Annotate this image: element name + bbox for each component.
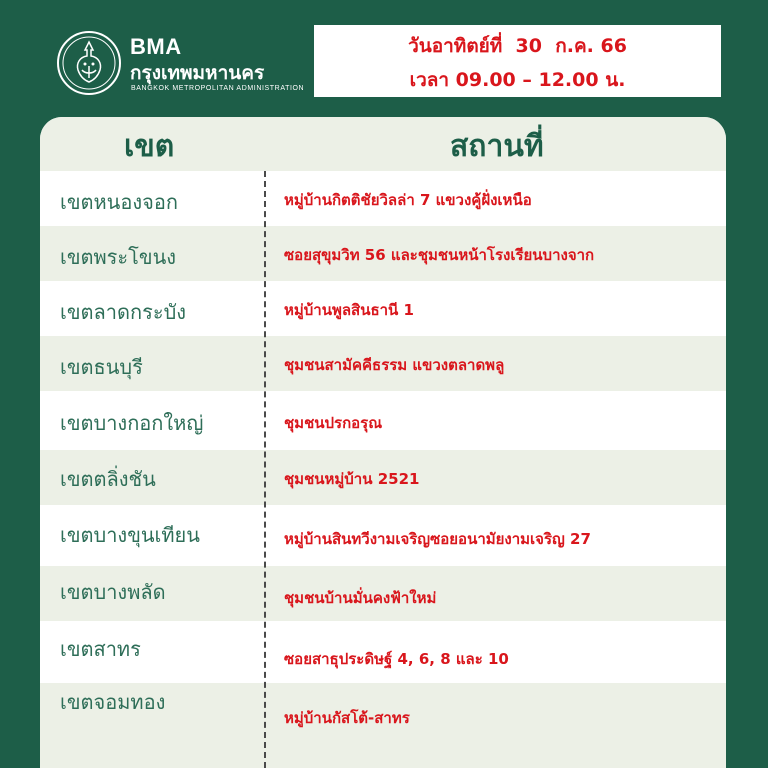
place-cell: หมู่บ้านพูลสินธานี 1: [284, 301, 414, 319]
bma-seal-icon: [56, 30, 122, 96]
place-cell: ซอยสุขุมวิท 56 และชุมชนหน้าโรงเรียนบางจาก: [284, 246, 595, 264]
table-row: [40, 566, 726, 621]
place-cell: ชุมชนสามัคคีธรรม แขวงตลาดพลู: [284, 356, 505, 374]
header: [0, 0, 768, 110]
table-row: [40, 391, 726, 450]
table-row: [40, 281, 726, 336]
district-cell: เขตบางกอกใหญ่: [60, 411, 204, 435]
place-cell: ซอยสาธุประดิษฐ์ 4, 6, 8 และ 10: [284, 650, 509, 668]
event-time: เวลา 09.00 – 12.00 น.: [409, 69, 626, 91]
place-cell: ชุมชนปรกอรุณ: [284, 414, 383, 432]
table-row: [40, 336, 726, 391]
table-row: [40, 171, 726, 226]
place-cell: หมู่บ้านสินทวีงามเจริญซอยอนามัยงามเจริญ 27: [284, 530, 591, 548]
district-cell: เขตพระโขนง: [60, 245, 177, 269]
column-divider: [264, 171, 266, 768]
district-cell: เขตบางพลัด: [60, 580, 166, 604]
district-cell: เขตหนองจอก: [60, 190, 178, 214]
column-header-place: สถานที่: [450, 129, 544, 164]
district-cell: เขตธนบุรี: [60, 355, 143, 379]
table-row: [40, 621, 726, 683]
logo-thai-name: กรุงเทพมหานคร: [130, 62, 265, 84]
district-cell: เขตลาดกระบัง: [60, 300, 187, 324]
place-cell: ชุมชนบ้านมั่นคงฟ้าใหม่: [284, 589, 437, 607]
district-cell: เขตจอมทอง: [60, 690, 166, 714]
logo-text: BMA: [130, 34, 182, 59]
district-cell: เขตตลิ่งชัน: [60, 467, 156, 491]
schedule-table: [40, 117, 726, 768]
district-cell: เขตบางขุนเทียน: [60, 523, 200, 547]
bma-logo: [56, 30, 306, 98]
place-cell: ชุมชนหมู่บ้าน 2521: [284, 470, 420, 488]
place-cell: หมู่บ้านกัสโต้-สาทร: [284, 709, 410, 727]
district-cell: เขตสาทร: [60, 637, 141, 661]
date-box: [314, 25, 721, 97]
table-header: [40, 117, 726, 171]
table-row: [40, 505, 726, 566]
place-cell: หมู่บ้านกิตติชัยวิลล่า 7 แขวงคู้ฝั่งเหนือ: [284, 191, 532, 209]
table-row: [40, 226, 726, 281]
column-header-district: เขต: [124, 129, 175, 164]
logo-english-name: BANGKOK METROPOLITAN ADMINISTRATION: [131, 85, 305, 92]
event-date: วันอาทิตย์ที่ 30 ก.ค. 66: [408, 35, 627, 57]
table-row: [40, 450, 726, 505]
table-row: [40, 683, 726, 768]
